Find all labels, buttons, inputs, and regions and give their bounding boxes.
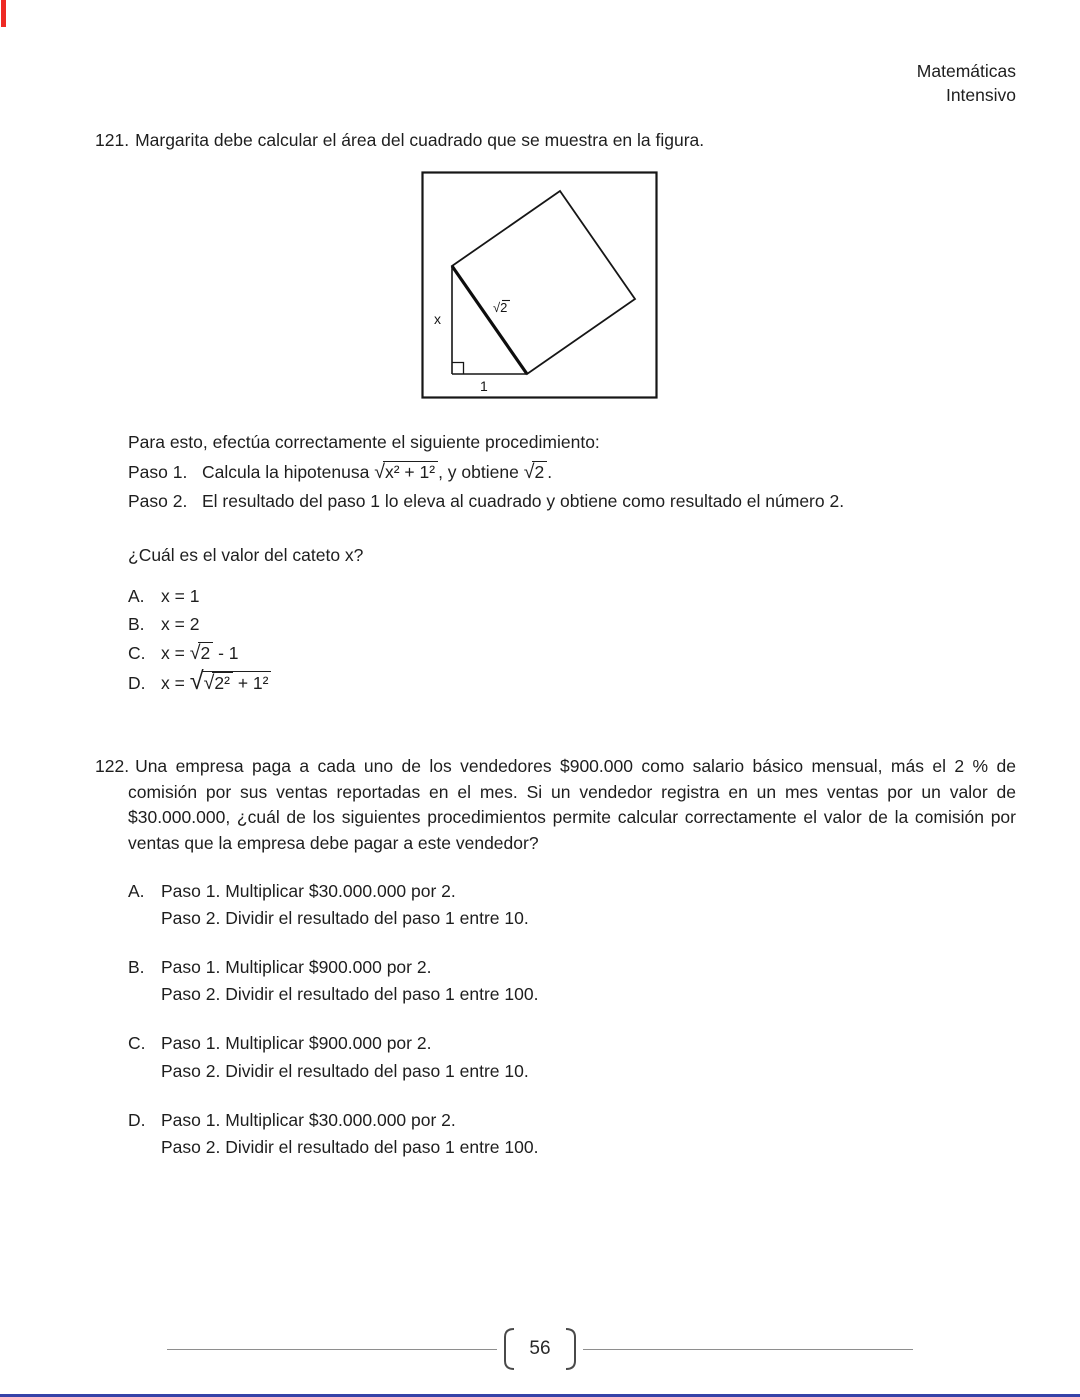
inner-sqrt-sign: √	[203, 672, 215, 694]
option-c-post: - 1	[213, 642, 239, 663]
right-bracket-icon	[559, 1327, 583, 1371]
paso-1-text-after: .	[547, 461, 553, 482]
option-line-1: Paso 1. Multiplicar $30.000.000 por 2.	[161, 880, 456, 901]
option-letter: A.	[128, 585, 145, 606]
option-line-2: Paso 2. Dividir el resultado del paso 1 entre 10.	[161, 908, 529, 928]
option-121-b	[128, 612, 1016, 637]
paso-1-text	[202, 460, 1016, 485]
right-angle-marker	[452, 363, 464, 375]
radicand-x2-plus-12: x² + 1²	[383, 461, 438, 482]
question-121-number: 121.	[95, 130, 130, 150]
inner-radicand-2sq: 2²	[212, 672, 233, 693]
label-hypotenuse-sqrt2: √2	[493, 300, 508, 316]
option-c-pre: x =	[161, 642, 190, 663]
question-122-text: Una empresa paga a cada uno de los vendedores $900.000 como salario básico mensual, más el 2 % de comisión por sus ventas reportadas en el mes. Si un vendedor registra en un mes ventas por un valor de $30.000.000, ¿cuál de los siguientes procedimientos permite calcular correctamente el valor de la comisión por ventas que la empresa debe pagar a este vendedor?	[128, 756, 1016, 853]
option-lines	[161, 878, 1016, 932]
option-letter: D.	[128, 673, 146, 693]
paso-2-text: El resultado del paso 1 lo eleva al cuadrado y obtiene como resultado el número 2.	[202, 491, 845, 512]
page-number: 56	[529, 1338, 551, 1360]
question-122-options	[0, 878, 1080, 1161]
option-d-inner-post: + 1²	[232, 673, 269, 693]
option-121-c	[128, 641, 1016, 666]
paso-2-label: Paso 2.	[128, 491, 188, 512]
paso-2-row	[128, 489, 1016, 514]
label-leg-x: x	[434, 311, 441, 328]
option-line-2: Paso 2. Dividir el resultado del paso 1 entre 100.	[161, 984, 539, 1005]
outer-radicand	[202, 671, 272, 694]
page-footer	[0, 1327, 1080, 1371]
paso-1-text-mid: , y obtiene	[438, 461, 524, 482]
paso-1-text-before: Calcula la hipotenusa	[202, 461, 375, 482]
question-121-prompt: ¿Cuál es el valor del cateto x?	[128, 544, 364, 565]
question-122-number: 122.	[95, 756, 130, 777]
header-title: Matemáticas	[916, 61, 1016, 81]
figure-121	[0, 171, 1080, 400]
option-text	[161, 641, 1016, 666]
option-lines	[161, 1030, 1016, 1084]
option-lines	[161, 954, 1016, 1008]
option-122-d	[128, 1107, 1016, 1161]
sqrt-sign: √	[374, 460, 385, 483]
option-d-pre: x =	[161, 673, 190, 693]
option-122-c	[128, 1030, 1016, 1084]
option-text: x = 2	[161, 614, 200, 635]
option-122-b	[128, 954, 1016, 1008]
option-letter: B.	[128, 614, 145, 635]
question-122-stem	[95, 754, 1016, 856]
option-121-a	[128, 584, 1016, 609]
option-letter: C.	[128, 1033, 146, 1054]
question-121-stem	[95, 128, 1016, 153]
sqrt-sign: √	[189, 641, 201, 664]
label-base-1: 1	[480, 378, 488, 395]
option-line-2: Paso 2. Dividir el resultado del paso 1 entre 100.	[161, 1136, 539, 1157]
square-figure	[421, 171, 659, 400]
page-body	[0, 128, 1080, 1161]
page-header	[917, 60, 1016, 107]
option-line-1: Paso 1. Multiplicar $900.000 por 2.	[161, 1033, 432, 1054]
option-letter: C.	[128, 642, 146, 663]
option-121-d	[128, 669, 1016, 696]
inner-rotated-square	[452, 191, 635, 374]
option-letter: D.	[128, 1109, 146, 1130]
option-letter: A.	[128, 880, 145, 901]
left-bracket-icon	[497, 1327, 521, 1371]
outer-sqrt-sign: √	[189, 667, 204, 695]
option-line-1: Paso 1. Multiplicar $30.000.000 por 2.	[161, 1109, 456, 1130]
question-121-text: Margarita debe calcular el área del cuadrado que se muestra en la figura.	[135, 130, 705, 150]
option-122-a	[128, 878, 1016, 932]
option-text	[161, 669, 1016, 696]
footer-rule-left	[167, 1349, 497, 1350]
question-121-options	[0, 584, 1080, 697]
radicand-2: 2	[198, 642, 213, 663]
sqrt-sign: √	[523, 460, 535, 483]
hypotenuse-edge	[452, 266, 527, 374]
radicand-2: 2	[532, 461, 547, 482]
red-corner-mark	[1, 0, 6, 27]
footer-rule-right	[583, 1349, 913, 1350]
option-lines	[161, 1107, 1016, 1161]
option-line-2: Paso 2. Dividir el resultado del paso 1 entre 10.	[161, 1060, 529, 1081]
procedure-intro: Para esto, efectúa correctamente el siguiente procedimiento:	[128, 432, 600, 453]
paso-1-row	[128, 460, 1016, 485]
header-subtitle: Intensivo	[945, 84, 1016, 105]
option-letter: B.	[128, 957, 145, 978]
option-line-1: Paso 1. Multiplicar $900.000 por 2.	[161, 957, 432, 978]
option-text: x = 1	[161, 585, 200, 606]
paso-1-label: Paso 1.	[128, 461, 188, 482]
